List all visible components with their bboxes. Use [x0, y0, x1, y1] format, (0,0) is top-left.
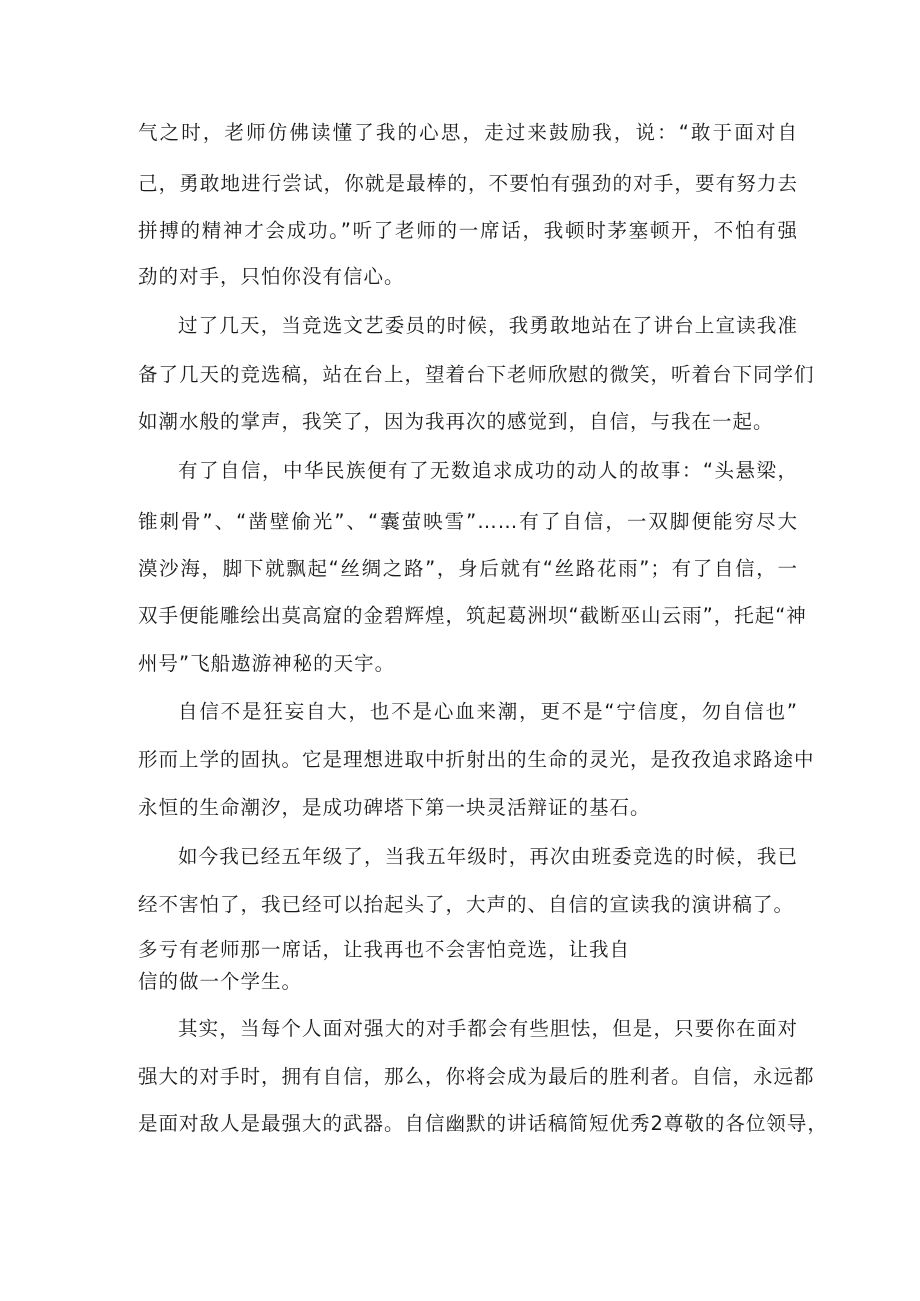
text-line-8: 有了自信，中华民族便有了无数追求成功的动人的故事：“头悬梁， [178, 459, 798, 482]
text-line-16: 如今我已经五年级了，当我五年级时，再次由班委竞选的时候，我已 [178, 845, 798, 868]
text-line-5: 过了几天，当竞选文艺委员的时候，我勇敢地站在了讲台上宣读我准 [178, 314, 798, 337]
text-line-2: 己，勇敢地进行尝试，你就是最棒的，不要怕有强劲的对手，要有努力去 [138, 172, 798, 195]
text-line-10: 漠沙海，脚下就飘起“丝绸之路”，身后就有“丝路花雨”；有了自信，一 [138, 557, 798, 580]
text-line-1: 气之时，老师仿佛读懂了我的心思，走过来鼓励我，说：“敢于面对自 [138, 121, 798, 144]
text-line-7: 如潮水般的掌声，我笑了，因为我再次的感觉到，自信，与我在一起。 [138, 410, 774, 433]
text-line-19: 信的做一个学生。 [138, 970, 303, 993]
text-line-4: 劲的对手，只怕你没有信心。 [138, 265, 405, 288]
text-line-15: 永恒的生命潮汐，是成功碑塔下第一块灵活辩证的基石。 [138, 796, 651, 819]
text-line-20: 其实，当每个人面对强大的对手都会有些胆怯，但是，只要你在面对 [178, 1017, 798, 1040]
text-line-6: 备了几天的竞选稿，站在台上，望着台下老师欣慰的微笑，听着台下同学们 [138, 363, 815, 386]
text-line-11: 双手便能雕绘出莫高窟的金碧辉煌，筑起葛洲坝“截断巫山云雨”，托起“神 [138, 604, 807, 627]
text-line-17: 经不害怕了，我已经可以抬起头了，大声的、自信的宣读我的演讲稿了。 [138, 893, 795, 916]
text-line-3: 拼搏的精神才会成功。”听了老师的一席话，我顿时茅塞顿开，不怕有强 [138, 219, 798, 242]
text-line-9: 锥刺骨”、“凿壁偷光”、“囊萤映雪”……有了自信，一双脚便能穷尽大 [138, 510, 798, 533]
text-line-13: 自信不是狂妄自大，也不是心血来潮，更不是“宁信度，勿自信也” [178, 700, 798, 723]
text-line-21: 强大的对手时，拥有自信，那么，你将会成为最后的胜利者。自信，永远都 [138, 1065, 815, 1088]
text-line-18: 多亏有老师那一席话，让我再也不会害怕竞选，让我自 [138, 938, 631, 961]
text-line-14: 形而上学的固执。它是理想进取中折射出的生命的灵光，是孜孜追求路途中 [138, 748, 815, 771]
text-line-12: 州号”飞船遨游神秘的天宇。 [138, 652, 396, 675]
text-line-22: 是面对敌人是最强大的武器。自信幽默的讲话稿简短优秀2尊敬的各位领导， [138, 1112, 828, 1135]
